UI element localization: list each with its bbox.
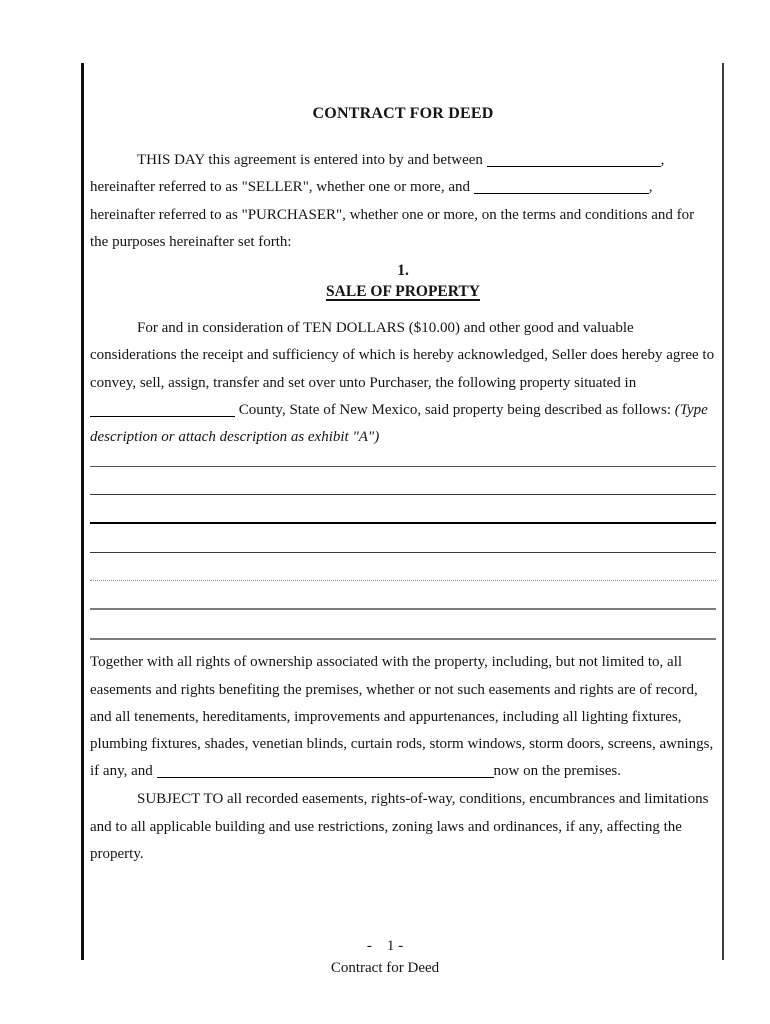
section-1-heading: SALE OF PROPERTY [326,283,480,301]
seller-name-blank[interactable] [487,151,661,167]
intro-text-2: , hereinafter referred to as "SELLER", whether one or more, and [90,152,665,196]
paragraph-together-with [90,649,716,785]
together-text-1: Together with all rights of ownership associated with the property, including, but not limited to, all easements and rights benefiting the premises, whether or not such easements and rights are of record, and all tenements, hereditaments, improvements and appurtenances, including all lighting fixtures, plumbing fixtures, shades, venetian blinds, curtain rods, storm windows, storm doors, screens, awnings, if any, and [90,654,714,780]
property-description-line[interactable] [90,452,716,467]
intro-text-3: , hereinafter referred to as "PURCHASER", whether one or more, on the terms and conditions and for the purposes hereinafter set forth: [90,179,695,250]
fixtures-blank[interactable] [157,762,494,778]
page-number: - 1 - [366,938,404,954]
page-footer [0,936,770,979]
property-description-line[interactable] [90,524,716,552]
page-title: CONTRACT FOR DEED [312,105,494,122]
property-description-line[interactable] [90,553,716,581]
paragraph-intro [90,147,716,256]
county-blank[interactable] [90,401,235,417]
sale-note-italic: (Type description or attach description as exhibit "A") [90,402,708,446]
section-1-heading-block [90,260,716,302]
property-description-lines [90,452,716,640]
property-description-line[interactable] [90,610,716,639]
document-content [90,0,716,868]
page-border-left [81,63,84,960]
property-description-line[interactable] [90,467,716,495]
together-text-2: now on the premises. [493,763,621,780]
page-border-right [722,63,724,960]
footer-doc-name: Contract for Deed [330,959,440,976]
intro-text-1: THIS DAY this agreement is entered into by and between [137,152,487,168]
property-description-line[interactable] [90,581,716,610]
property-description-line[interactable] [90,495,716,524]
section-1-number: 1. [397,262,409,280]
paragraph-subject-to: SUBJECT TO all recorded easements, rights-of-way, conditions, encumbrances and limitations and to all applicable building and use restrictions, zoning laws and ordinances, if any, affecting the property. [90,791,709,862]
sale-text-2: County, State of New Mexico, said property being described as follows: [235,402,672,419]
purchaser-name-blank[interactable] [474,178,649,194]
sale-text-1: For and in consideration of TEN DOLLARS ($10.00) and other good and valuable considerations the receipt and sufficiency of which is hereby acknowledged, Seller does hereby agree to convey, sell, assign, transfer and set over unto Purchaser, the following property situated in [90,320,715,391]
paragraph-sale-of-property [90,315,716,451]
